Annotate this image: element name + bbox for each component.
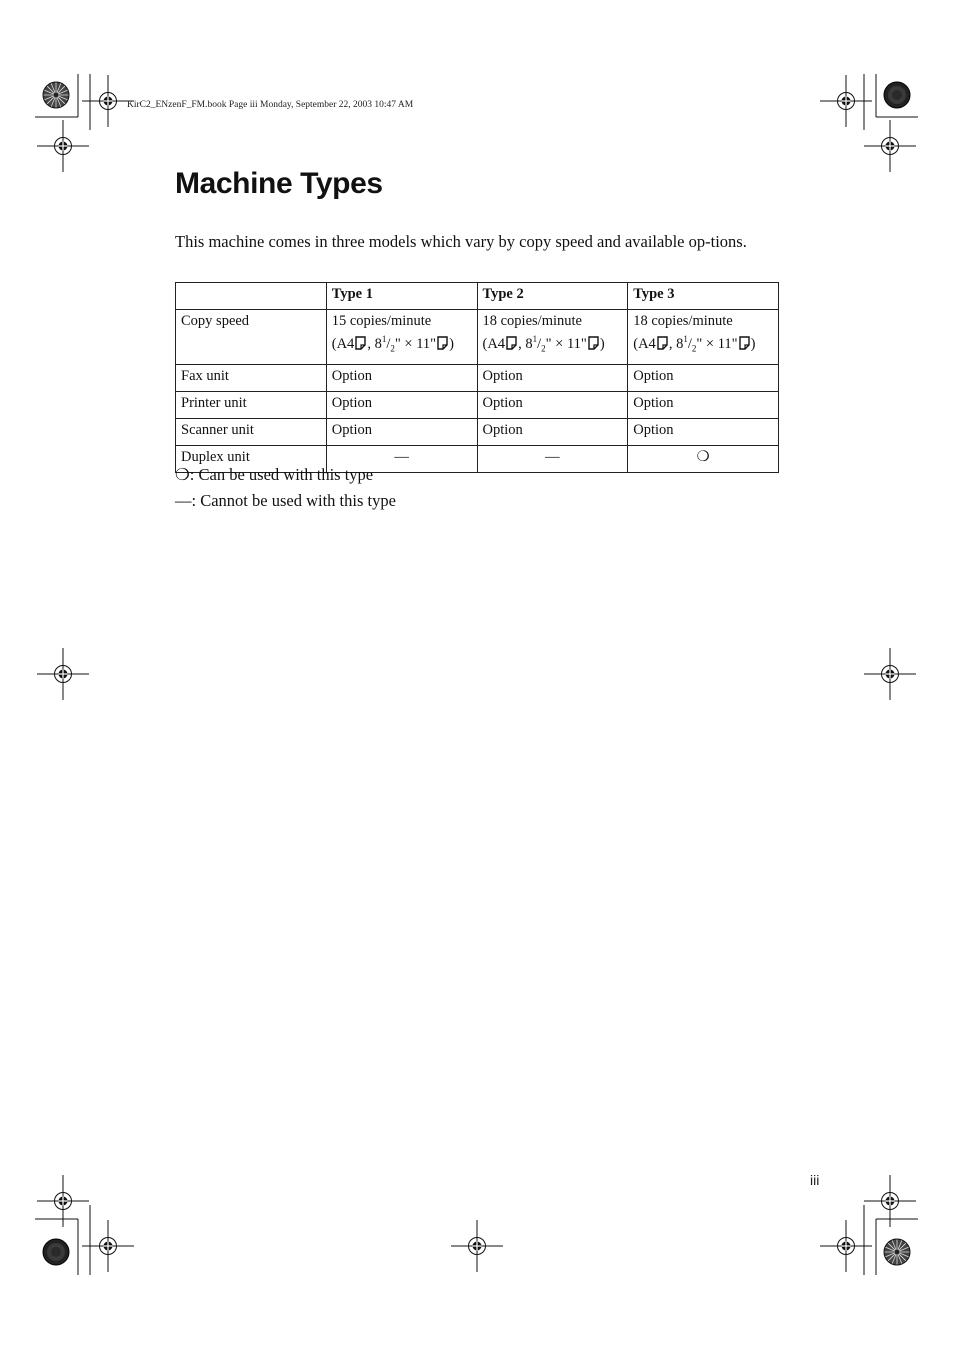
copy-speed-value: 18 copies/minute xyxy=(633,313,733,329)
table-cell: — xyxy=(477,445,628,472)
table-cell: Option xyxy=(477,391,628,418)
fraction-denominator: 2 xyxy=(541,343,546,354)
fraction-denominator: 2 xyxy=(390,343,395,354)
table-row xyxy=(176,418,779,445)
table-cell: Option xyxy=(326,418,477,445)
copy-speed-type-1 xyxy=(326,310,477,365)
row-label-printer-unit: Printer unit xyxy=(176,391,327,418)
fraction-numerator: 1 xyxy=(532,334,538,344)
table-cell: Option xyxy=(477,364,628,391)
table-row xyxy=(176,310,779,365)
copy-speed-value: 15 copies/minute xyxy=(331,313,432,329)
paper-open: (A4 xyxy=(633,335,656,352)
fraction-slash: / xyxy=(687,335,692,352)
paper-orientation-icon xyxy=(506,336,517,350)
paper-size-line xyxy=(332,330,472,358)
page-number: iii xyxy=(810,1172,820,1188)
crosshair-registration-icon xyxy=(864,120,916,172)
crosshair-registration-icon xyxy=(451,1220,503,1272)
crosshair-registration-icon xyxy=(37,648,89,700)
table-row xyxy=(176,391,779,418)
paper-dimensions: " × 11" xyxy=(696,335,738,352)
fraction-numerator: 1 xyxy=(683,334,688,344)
paper-letter: , 8 xyxy=(518,335,533,352)
page-title: Machine Types xyxy=(175,167,383,200)
table-cell: Option xyxy=(628,364,779,391)
fraction-slash: / xyxy=(537,335,542,352)
fraction-numerator: 1 xyxy=(381,334,387,344)
row-label-duplex-unit: Duplex unit xyxy=(176,445,327,472)
table-cell: Option xyxy=(628,418,779,445)
table-cell: — xyxy=(326,445,477,472)
copy-speed-type-3 xyxy=(628,310,779,365)
header-cell-type-1: Type 1 xyxy=(326,283,477,310)
legend-unavailable: —: Cannot be used with this type xyxy=(175,491,396,510)
intro-paragraph: This machine comes in three models which vary by copy speed and available op-tions. xyxy=(175,232,747,251)
row-label-scanner-unit: Scanner unit xyxy=(176,418,327,445)
table-header-row xyxy=(176,283,779,310)
fraction-slash: / xyxy=(386,335,391,352)
paper-close: ) xyxy=(750,335,756,352)
header-cell-type-3: Type 3 xyxy=(628,283,779,310)
crosshair-registration-icon xyxy=(864,648,916,700)
table-cell: ❍ xyxy=(628,445,779,472)
file-header-line: KirC2_ENzenF_FM.book Page iii Monday, September 22, 2003 10:47 AM xyxy=(127,100,414,110)
radial-color-target-icon xyxy=(884,1239,910,1265)
paper-dimensions: " × 11" xyxy=(545,335,587,352)
crosshair-registration-icon xyxy=(37,120,89,172)
paper-orientation-icon xyxy=(657,336,668,350)
row-label-copy-speed: Copy speed xyxy=(176,310,327,365)
paper-orientation-icon xyxy=(355,336,366,350)
paper-orientation-icon xyxy=(588,336,599,350)
paper-close: ) xyxy=(449,335,454,352)
paper-open: (A4 xyxy=(331,335,355,352)
paper-size-line xyxy=(483,330,623,358)
paper-open: (A4 xyxy=(482,335,506,352)
row-label-fax-unit: Fax unit xyxy=(176,364,327,391)
paper-dimensions: " × 11" xyxy=(394,335,437,352)
paper-letter: , 8 xyxy=(668,335,684,352)
fraction-denominator: 2 xyxy=(691,343,697,354)
copy-speed-value: 18 copies/minute xyxy=(482,313,582,329)
legend-available: ❍: Can be used with this type xyxy=(175,465,374,484)
paper-orientation-icon xyxy=(739,336,750,350)
table-cell: Option xyxy=(326,391,477,418)
paper-close: ) xyxy=(599,335,605,352)
table-cell: Option xyxy=(477,418,628,445)
paper-orientation-icon xyxy=(437,336,448,350)
radial-color-target-icon xyxy=(43,82,69,108)
table-cell: Option xyxy=(628,391,779,418)
table-row xyxy=(176,364,779,391)
machine-types-table xyxy=(175,282,779,473)
header-cell-type-2: Type 2 xyxy=(477,283,628,310)
header-cell-empty xyxy=(176,283,327,310)
table-cell: Option xyxy=(326,364,477,391)
radial-color-target-icon xyxy=(43,1239,69,1265)
radial-color-target-icon xyxy=(884,82,910,108)
copy-speed-type-2 xyxy=(477,310,628,365)
paper-size-line xyxy=(633,330,773,358)
paper-letter: , 8 xyxy=(367,335,382,352)
